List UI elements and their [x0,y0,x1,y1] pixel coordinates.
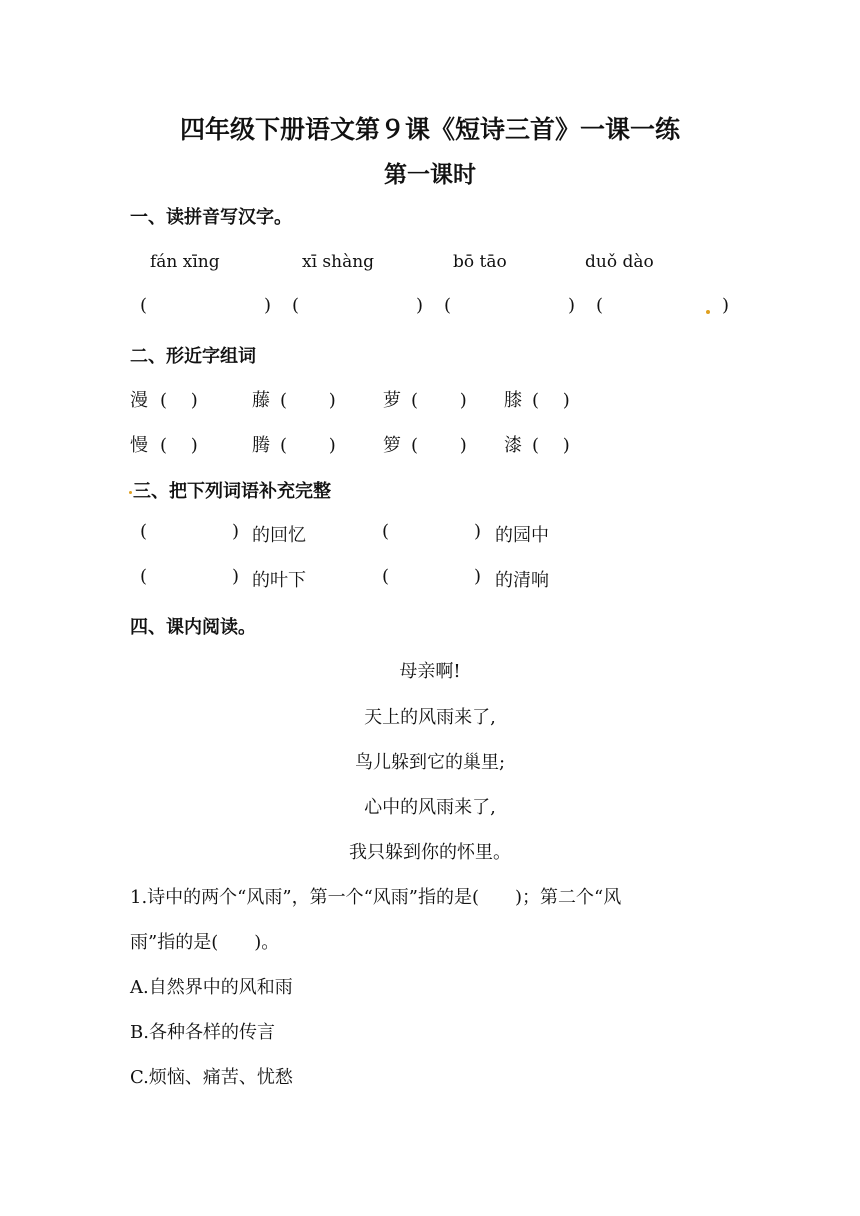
blank-1-1[interactable]: ( ) [160,390,198,411]
section-4-heading: 四、课内阅读。 [130,617,256,638]
page-title: 四年级下册语文第９课《短诗三首》一课一练 [179,115,680,144]
page-subtitle: 第一课时 [384,161,476,188]
blank-1-4[interactable]: ( ) [532,390,570,411]
char-2-1: 慢 [130,435,148,456]
pinyin-2: xī shàng [302,252,375,272]
char-1-3: 萝 [383,390,401,411]
blank-2-2[interactable]: ( ) [280,435,336,456]
char-1-4: 膝 [504,390,522,411]
poem-line-1: 母亲啊! [399,661,461,682]
option-b: B.各种各样的传言 [130,1022,275,1043]
question-1-line-2: 雨”指的是( )。 [130,932,280,953]
option-a: A.自然界中的风和雨 [130,977,293,998]
blank-1-2[interactable]: ( ) [280,390,336,411]
phrase-1: 的回忆 [252,525,306,546]
phrase-2: 的园中 [495,525,549,546]
section-3-heading: 三、把下列词语补充完整 [133,481,331,502]
blank-2-1[interactable]: ( ) [160,435,198,456]
section-2-heading: 二、形近字组词 [130,346,256,367]
char-2-3: 箩 [383,435,401,456]
pinyin-3: bō tāo [453,252,507,272]
pinyin-4: duǒ dào [585,252,654,272]
ink-speck-2 [129,491,132,494]
question-1-line-1: 1.诗中的两个“风雨”，第一个“风雨”指的是( )；第二个“风 [130,887,622,908]
section-1-heading: 一、读拼音写汉字。 [130,207,292,228]
char-2-2: 腾 [252,435,270,456]
ink-speck [706,310,710,314]
blank-2-4[interactable]: ( ) [532,435,570,456]
poem-line-4: 心中的风雨来了, [364,797,496,818]
poem-line-2: 天上的风雨来了, [364,707,496,728]
char-1-1: 漫 [130,390,148,411]
poem-line-5: 我只躲到你的怀里。 [349,842,511,863]
phrase-3: 的叶下 [252,570,306,591]
option-c: C.烦恼、痛苦、忧愁 [130,1067,293,1088]
blank-1-3[interactable]: ( ) [411,390,467,411]
blank-2-3[interactable]: ( ) [411,435,467,456]
poem-line-3: 鸟儿躲到它的巢里; [354,752,506,773]
char-1-2: 藤 [252,390,270,411]
char-2-4: 漆 [504,435,522,456]
pinyin-1: fán xīng [150,252,220,272]
phrase-4: 的清响 [495,570,549,591]
